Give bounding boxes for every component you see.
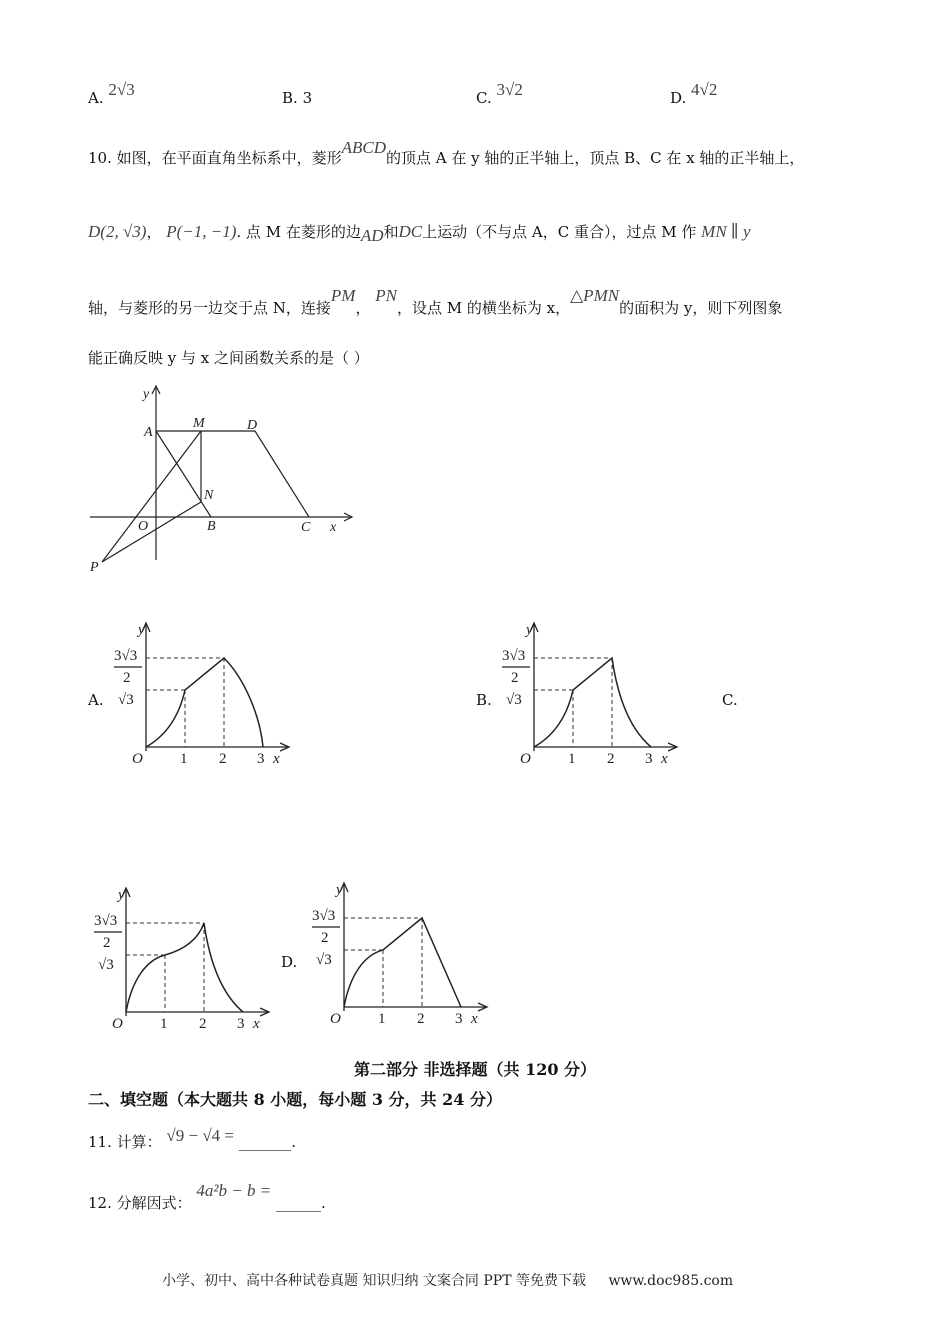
q10-text: 上运动（不与点 A，C 重合），过点 M 作 [422,223,697,241]
q12-blank[interactable]: ______ [275,1194,321,1212]
rhombus-edge-ab [156,431,211,517]
label-y: y [118,887,125,903]
segment-pn: PN [375,286,397,305]
segment-pm: PM [330,286,356,305]
label-b: B [207,519,216,534]
triangle-pmn: △PMN [570,286,620,305]
label-x: x [253,1016,260,1032]
q10-line2 [88,222,751,245]
edge-ad: AD [360,226,384,245]
option-value: 3 [302,89,313,107]
q9-option-d [670,80,718,108]
footer-url[interactable]: www.doc985.com [608,1273,734,1289]
label-a: A [144,425,153,440]
footer [162,1270,733,1290]
q11-label: 11. 计算： [88,1133,162,1151]
label-o: O [112,1016,123,1032]
label-y: y [138,622,145,638]
graph-a-curve [146,658,263,747]
q10-text: 10. 如图，在平面直角坐标系中，菱形 [88,149,342,167]
tick-2: 2 [607,751,615,767]
label-mid: √3 [118,692,134,708]
graph-a [108,620,298,770]
label-top-num: 3√3 [312,908,336,924]
label-o: O [520,751,531,767]
graph-d-curve [344,918,461,1007]
q11-blank[interactable]: _______ [238,1133,292,1151]
tick-1: 1 [568,751,576,767]
tick-1: 1 [378,1011,386,1027]
q11 [88,1126,297,1152]
section2-subtitle: 二、填空题（本大题共 8 小题，每小题 3 分，共 24 分） [88,1090,502,1109]
q10-text: . 点 M 在菱形的边 [236,223,361,241]
label-y: y [526,622,533,638]
tick-2: 2 [199,1016,207,1032]
graph-c-curve [126,923,243,1012]
label-p: P [90,560,99,575]
q10-text: 能正确反映 y 与 x 之间函数关系的是（ ） [88,349,369,367]
q10-text: ，设点 M 的横坐标为 x， [396,299,571,317]
q9-option-b [282,88,312,108]
footer-text: 小学、初中、高中各种试卷真题 知识归纳 文案合同 PPT 等免费下载 [162,1273,586,1289]
point-d: D(2, √3) [88,222,147,241]
mn-parallel: MN ∥ y [701,222,751,241]
edge-dc: DC [398,222,423,241]
tick-1: 1 [160,1016,168,1032]
q12 [88,1181,326,1213]
point-p: P(−1, −1) [166,222,237,241]
q10-text: ， [355,299,371,317]
q10-text: 的顶点 A 在 y 轴的正半轴上，顶点 B、C 在 x 轴的正半轴上， [386,149,805,167]
tick-3: 3 [237,1016,245,1032]
label-o: O [132,751,143,767]
label-x: x [661,751,668,767]
graph-c [88,885,278,1035]
graph-b [496,620,686,770]
label-n: N [204,488,214,503]
label-x: x [471,1011,478,1027]
option-value: 2√3 [108,80,135,99]
q10-text: 和 [383,223,399,241]
label-top-den: 2 [103,935,111,951]
section2-title: 第二部分 非选择题（共 120 分） [353,1060,597,1079]
label-y: y [143,387,150,402]
label-x: x [273,751,280,767]
q11-expr: √9 − √4 = [166,1126,234,1145]
label-d: D [247,418,258,433]
q10-text: ， [146,223,162,241]
tick-1: 1 [180,751,188,767]
label-top-den: 2 [321,930,329,946]
graph-d [306,880,496,1030]
tick-3: 3 [257,751,265,767]
label-c: C [301,520,311,535]
label-top-den: 2 [511,670,519,686]
option-value: 3√2 [496,80,523,99]
rhombus-edge-adc [156,431,309,517]
q10-line3 [88,286,783,318]
tick-2: 2 [219,751,227,767]
graph-option-letter-b: B. [476,691,492,709]
label-x: x [330,520,337,535]
rhombus-name: ABCD [341,138,387,157]
graph-option-letter-c: C. [722,691,738,709]
graph-option-letter-d: D. [281,953,298,971]
q10-text: 的面积为 y，则下列图象 [619,299,783,317]
q12-label: 12. 分解因式： [88,1194,192,1212]
option-letter: C. [476,89,492,107]
graph-option-letter-a: A. [88,691,104,709]
q9-option-a [88,80,135,108]
tick-3: 3 [455,1011,463,1027]
label-mid: √3 [506,692,522,708]
tick-3: 3 [645,751,653,767]
label-top-den: 2 [123,670,131,686]
label-m: M [193,416,205,431]
label-o: O [138,519,149,534]
q10-line1 [88,138,805,168]
label-o: O [330,1011,341,1027]
label-mid: √3 [316,952,332,968]
option-letter: B. [282,89,298,107]
label-mid: √3 [98,957,114,973]
q10-text: 轴，与菱形的另一边交于点 N，连接 [88,299,331,317]
q11-end: . [291,1133,297,1151]
label-top-num: 3√3 [114,648,138,664]
q9-option-c [476,80,523,108]
segment-pm-line [102,431,201,562]
q12-end: . [320,1194,326,1212]
segment-pn-line [102,502,201,562]
graph-b-curve [534,658,651,747]
q10-line4 [88,348,369,368]
label-top-num: 3√3 [502,648,526,664]
label-top-num: 3√3 [94,913,118,929]
label-y: y [336,882,343,898]
tick-2: 2 [417,1011,425,1027]
q12-expr: 4a²b − b = [196,1181,272,1200]
rhombus-figure [80,380,370,580]
option-letter: D. [670,89,687,107]
option-value: 4√2 [691,80,718,99]
option-letter: A. [88,89,104,107]
